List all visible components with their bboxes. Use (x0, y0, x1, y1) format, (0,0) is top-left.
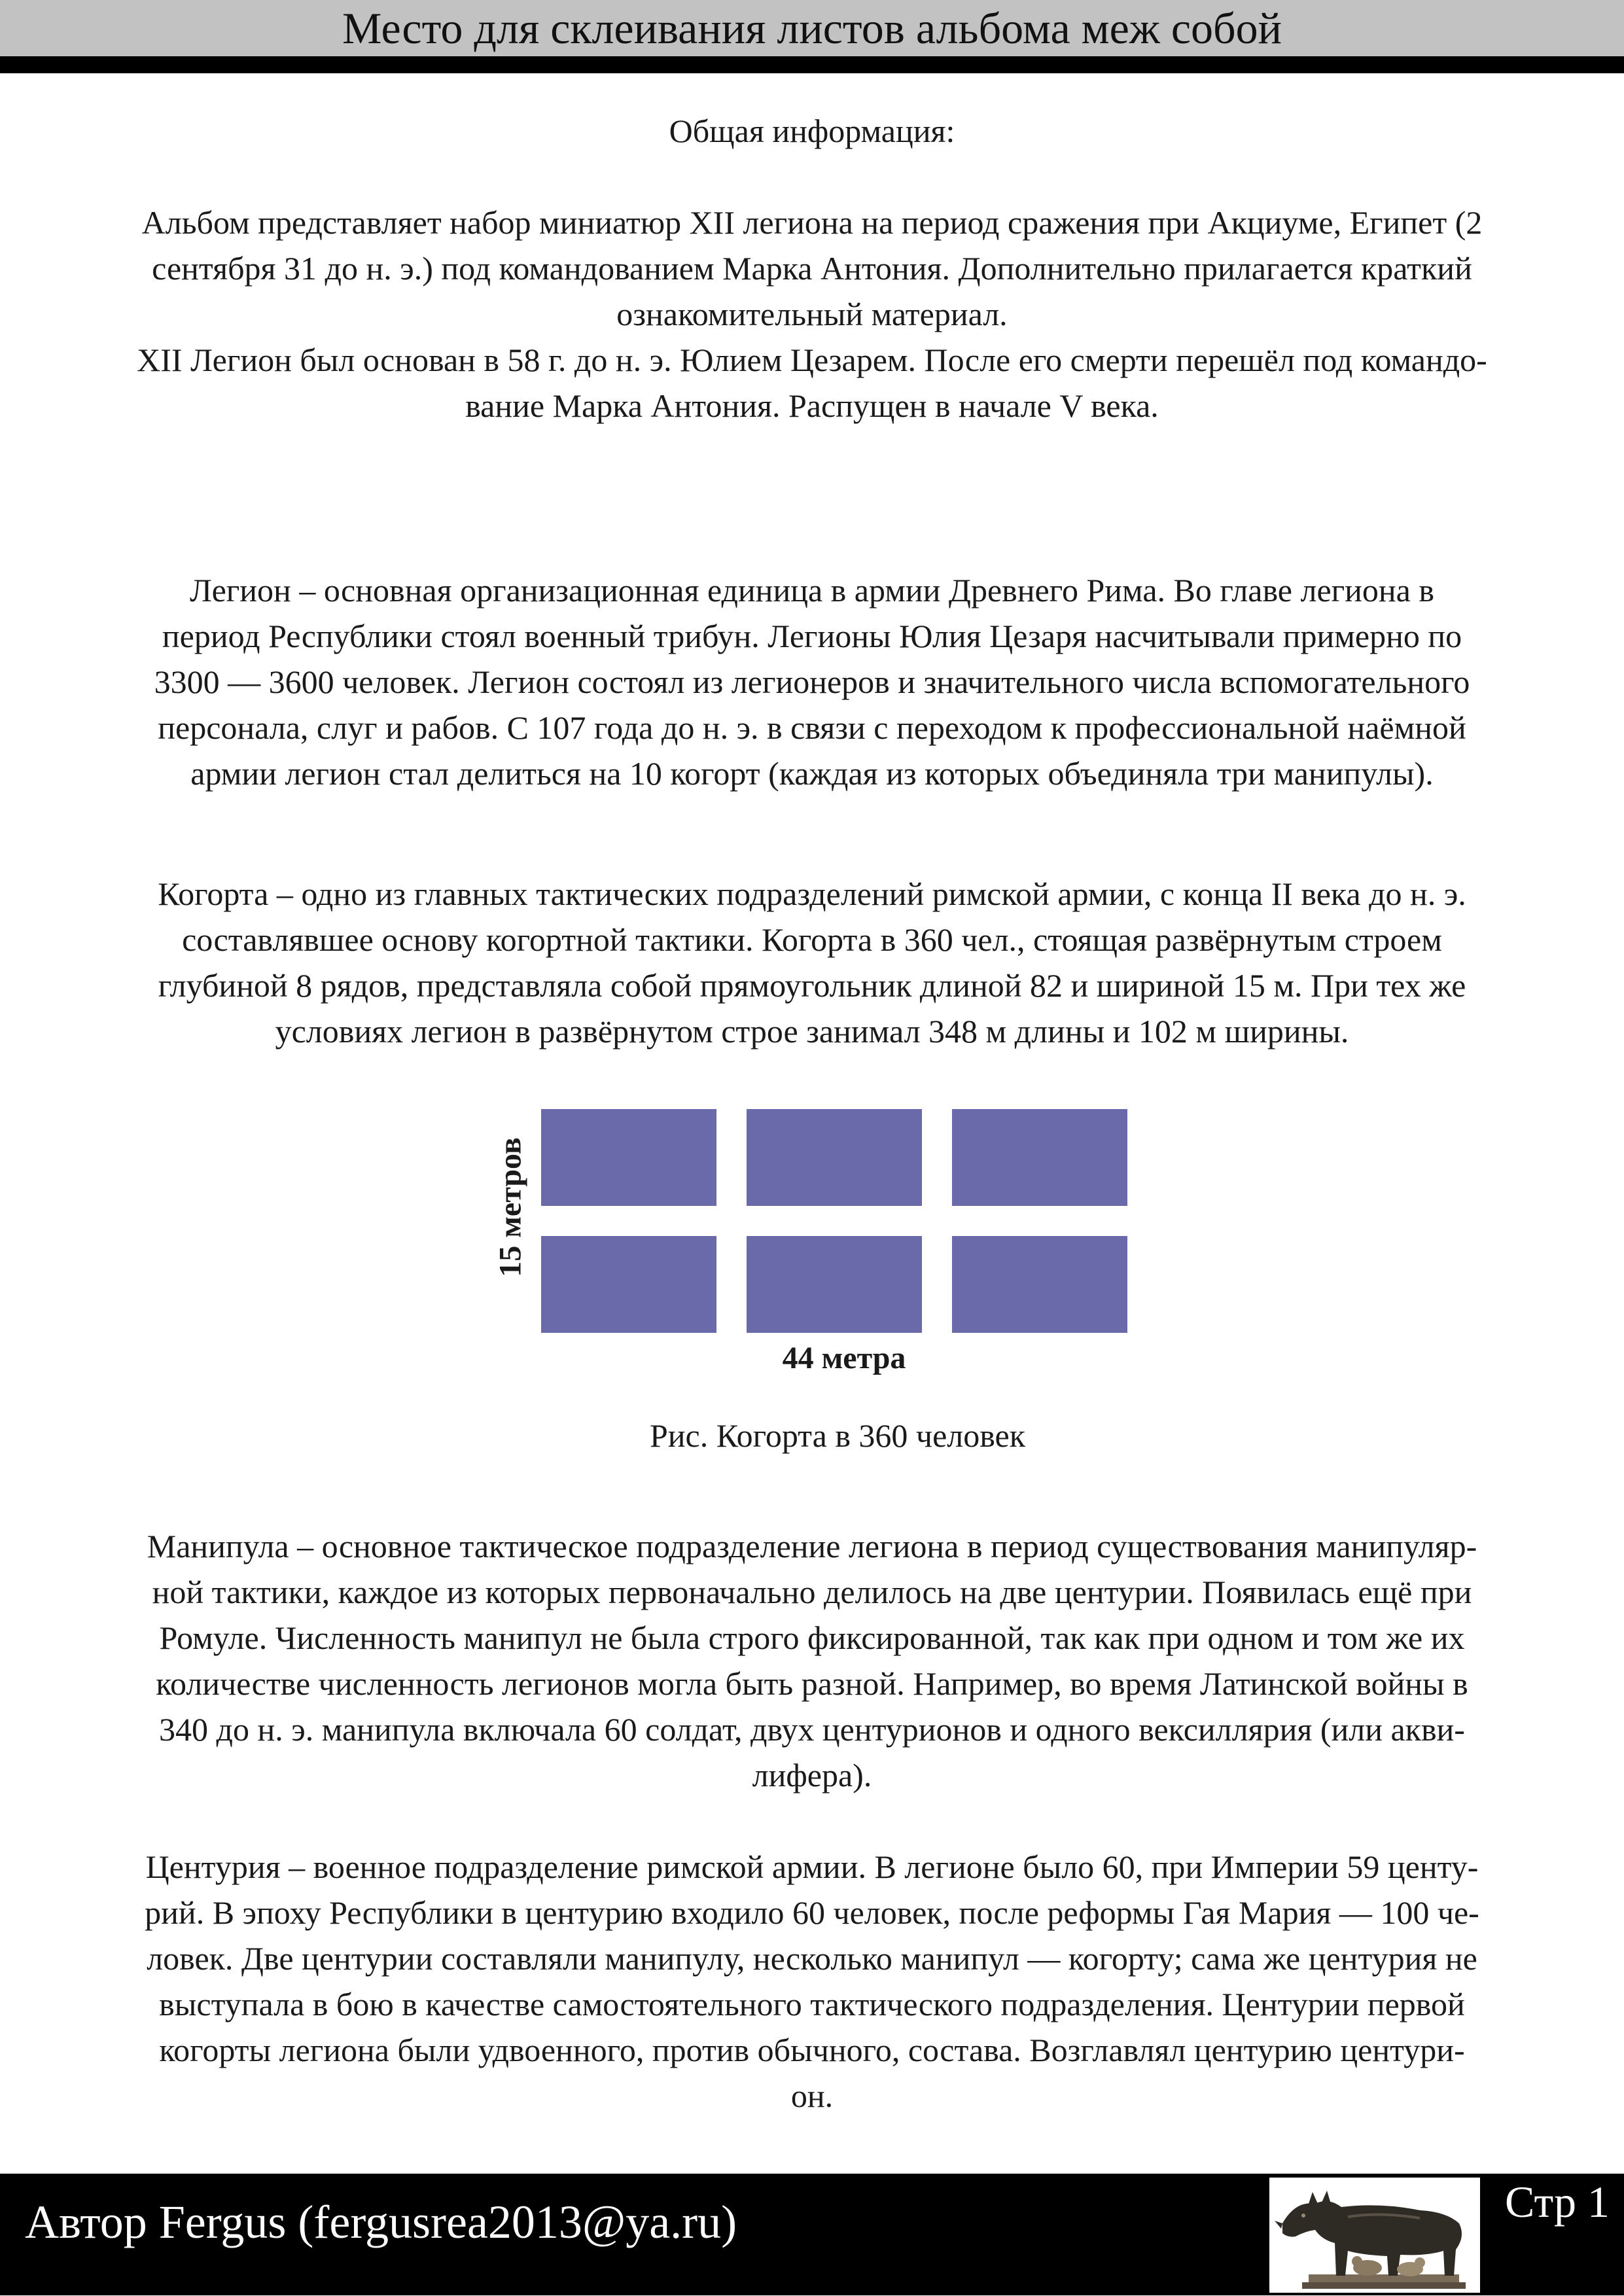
legion-line: персонала, слуг и рабов. С 107 года до н. э. в связи с переходом к профессиональной наёмной (158, 709, 1466, 746)
author-credit: Автор Fergus (fergusrea2013@ya.ru) (25, 2196, 737, 2248)
maniple-block (952, 1109, 1127, 1206)
legion-line: армии легион стал делиться на 10 когорт (каждая из которых объединяла три манипулы). (190, 755, 1434, 792)
legion-line: период Республики стоял военный трибун. Легионы Юлия Цезаря насчитывали примерно по (162, 618, 1462, 654)
maniple-line: Ромуле. Численность манипул не была строго фиксированной, так как при одном и том же их (159, 1619, 1465, 1656)
cohort-line: условиях легион в развёрнутом строе занимал 348 м длины и 102 м ширины. (275, 1013, 1349, 1050)
intro-line: сентября 31 до н. э.) под командованием Марка Антония. Дополнительно прилагается краткий (152, 250, 1472, 287)
legion-line: Легион – основная организационная единица в армии Древнего Рима. Во главе легиона в (190, 572, 1434, 609)
maniple-block (952, 1236, 1127, 1333)
century-line: выступала в бою в качестве самостоятельного тактического подразделения. Центурии первой (159, 1986, 1465, 2022)
diagram-x-label: 44 метра (782, 1341, 906, 1375)
maniple-block (541, 1236, 716, 1333)
diagram-y-label: 15 метров (493, 1137, 528, 1277)
maniple-line: Манипула – основное тактическое подразделение легиона в период существования манипуляр- (147, 1528, 1477, 1564)
cohort-line: Когорта – одно из главных тактических подразделений римской армии, с конца II века до н. э. (158, 875, 1466, 912)
century-line: ловек. Две центурии составляли манипулу, несколько манипул — когорту; сама же центурия не (147, 1940, 1477, 1977)
cohort-line: составлявшее основу когортной тактики. Когорта в 360 чел., стоящая развёрнутым строем (182, 921, 1442, 958)
intro-line: XII Легион был основан в 58 г. до н. э. Юлием Цезарем. После его смерти перешёл под командо- (137, 342, 1487, 378)
page-title: Место для склеивания листов альбома меж собой (342, 3, 1282, 53)
maniple-block (747, 1236, 922, 1333)
maniple-line: лифера). (752, 1757, 872, 1793)
cohort-line: глубиной 8 рядов, представляла собой прямоугольник длиной 82 и шириной 15 м. При тех же (158, 967, 1466, 1004)
maniple-block (747, 1109, 922, 1206)
century-line: он. (790, 2077, 834, 2114)
lower-text (20, 1523, 1604, 2119)
intro-line: ознакомительный материал. (616, 296, 1008, 332)
maniple-line: количестве численность легионов могла быть разной. Например, во время Латинской войны в (156, 1665, 1468, 1702)
intro-line: Альбом представляет набор миниатюр XII легиона на период сражения при Акциуме, Египет (2 (141, 204, 1483, 241)
intro-heading: Общая информация: (669, 113, 955, 149)
header-rule (0, 56, 1624, 73)
page-number: Стр 1 (1504, 2177, 1610, 2227)
century-line: рий. В эпоху Республики в центурию входило 60 человек, после реформы Гая Мария — 100 че- (145, 1894, 1479, 1931)
maniple-line: 340 до н. э. манипула включала 60 солдат, двух центурионов и одного вексиллярия (или акви- (159, 1711, 1465, 1748)
figure-caption: Рис. Когорта в 360 человек (649, 1417, 1026, 1454)
capitoline-wolf-icon (1269, 2178, 1480, 2293)
intro-line: вание Марка Антония. Распущен в начале V века. (465, 387, 1159, 424)
century-line: Центурия – военное подразделение римской армии. В легионе было 60, при Империи 59 центу- (145, 1848, 1479, 1885)
century-line: когорты легиона были удвоенного, против обычного, состава. Возглавлял центурию центури- (159, 2032, 1465, 2068)
maniple-line: ной тактики, каждое из которых первоначально делилось на две центурии. Появилась ещё при (152, 1574, 1472, 1610)
legion-line: 3300 — 3600 человек. Легион состоял из легионеров и значительного числа вспомогательного (154, 663, 1470, 700)
main-text (20, 108, 1604, 1054)
maniple-block (541, 1109, 716, 1206)
